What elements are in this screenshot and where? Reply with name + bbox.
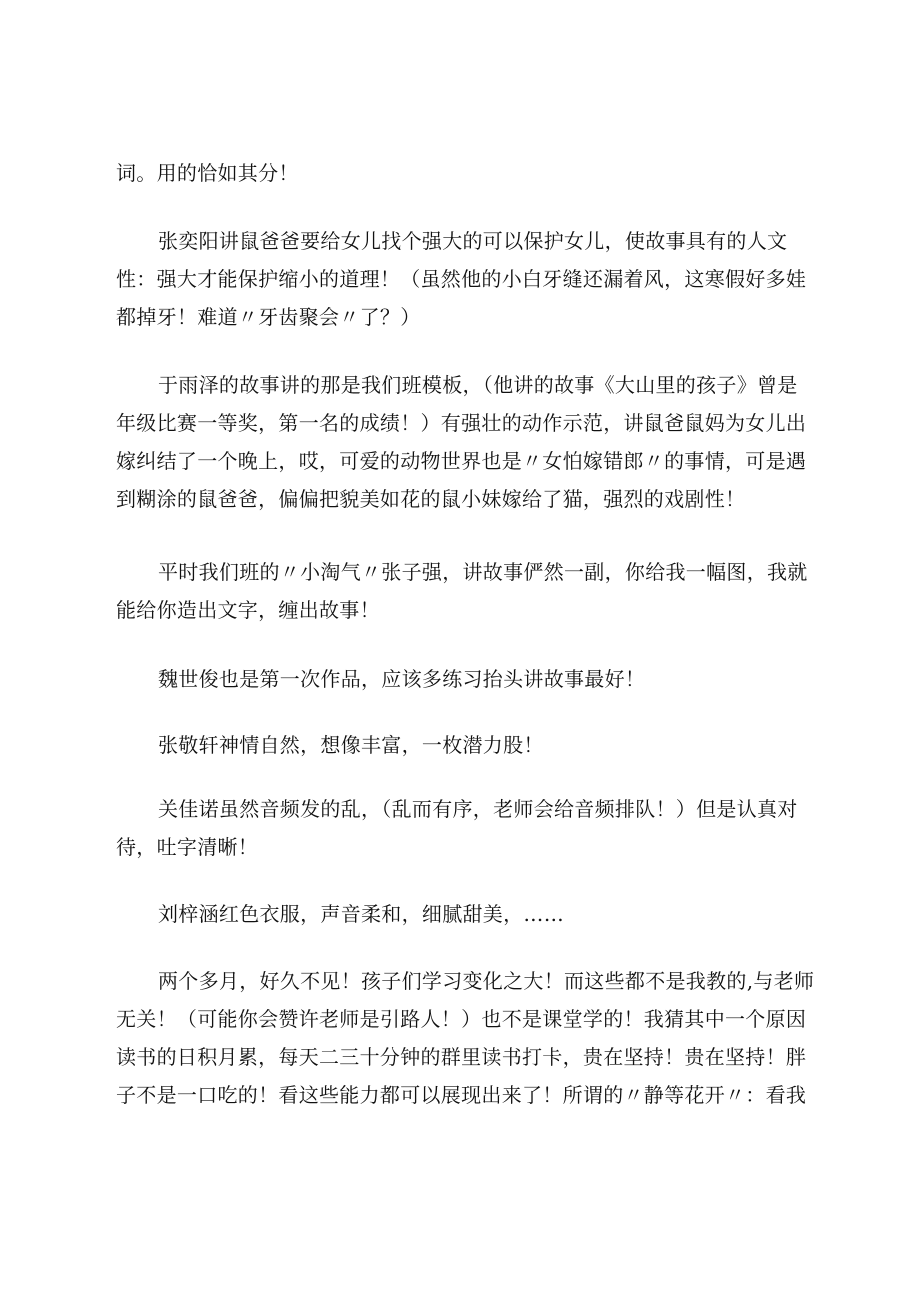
paragraph-2 [116, 222, 806, 336]
text-line: 嫁纠结了一个晚上，哎，可爱的动物世界也是〃女怕嫁错郎〃的事情，可是遇 [116, 449, 807, 473]
text-line: 子不是一口吃的！看这些能力都可以展现出来了！所谓的〃静等花开〃：看我 [116, 1083, 807, 1107]
paragraph-4 [116, 553, 806, 629]
text-line: 张奕阳讲鼠爸爸要给女儿找个强大的可以保护女儿，使故事具有的人文 [158, 229, 788, 253]
paragraph-8 [116, 895, 806, 933]
paragraph-5 [116, 660, 806, 698]
text-line: 性：强大才能保护缩小的道理！（虽然他的小白牙缝还漏着风，这寒假好多娃 [116, 267, 807, 291]
text-line: 刘梓涵红色衣服，声音柔和，细腻甜美，…… [158, 902, 564, 926]
text-line: 平时我们班的〃小淘气〃张子强，讲故事俨然一副，你给我一幅图，我就 [158, 560, 808, 584]
text-line: 能给你造出文字，缠出故事！ [116, 598, 380, 622]
text-line: 于雨泽的故事讲的那是我们班模板，（他讲的故事《大山里的孩子》曾是 [158, 373, 798, 397]
text-line: 两个多月，好久不见！孩子们学习变化之大！而这些都不是我教的,与老师 [158, 969, 815, 993]
paragraph-7 [116, 790, 806, 866]
text-line: 年级比赛一等奖，第一名的成绩！）有强壮的动作示范，讲鼠爸鼠妈为女儿出 [116, 411, 807, 435]
text-line: 魏世俊也是第一次作品，应该多练习抬头讲故事最好！ [158, 667, 646, 691]
paragraph-1 [116, 154, 806, 192]
text-line: 张敬轩神情自然，想像丰富，一枚潜力股！ [158, 733, 544, 757]
paragraph-3 [116, 366, 806, 518]
paragraph-9 [116, 962, 815, 1114]
text-line: 到糊涂的鼠爸爸，偏偏把貌美如花的鼠小妹嫁给了猫，强烈的戏剧性！ [116, 487, 746, 511]
text-line: 待，吐字清晰！ [116, 835, 259, 859]
text-line: 读书的日积月累，每天二三十分钟的群里读书打卡，贵在坚持！贵在坚持！胖 [116, 1045, 807, 1069]
text-line: 都掉牙！难道〃牙齿聚会〃了？） [116, 305, 421, 329]
text-line: 词。用的恰如其分！ [116, 161, 299, 185]
paragraph-6 [116, 726, 806, 764]
text-line: 关佳诺虽然音频发的乱，（乱而有序，老师会给音频排队！）但是认真对 [158, 797, 798, 821]
text-line: 无关！（可能你会赞许老师是引路人！）也不是课堂学的！我猜其中一个原因 [116, 1007, 807, 1031]
